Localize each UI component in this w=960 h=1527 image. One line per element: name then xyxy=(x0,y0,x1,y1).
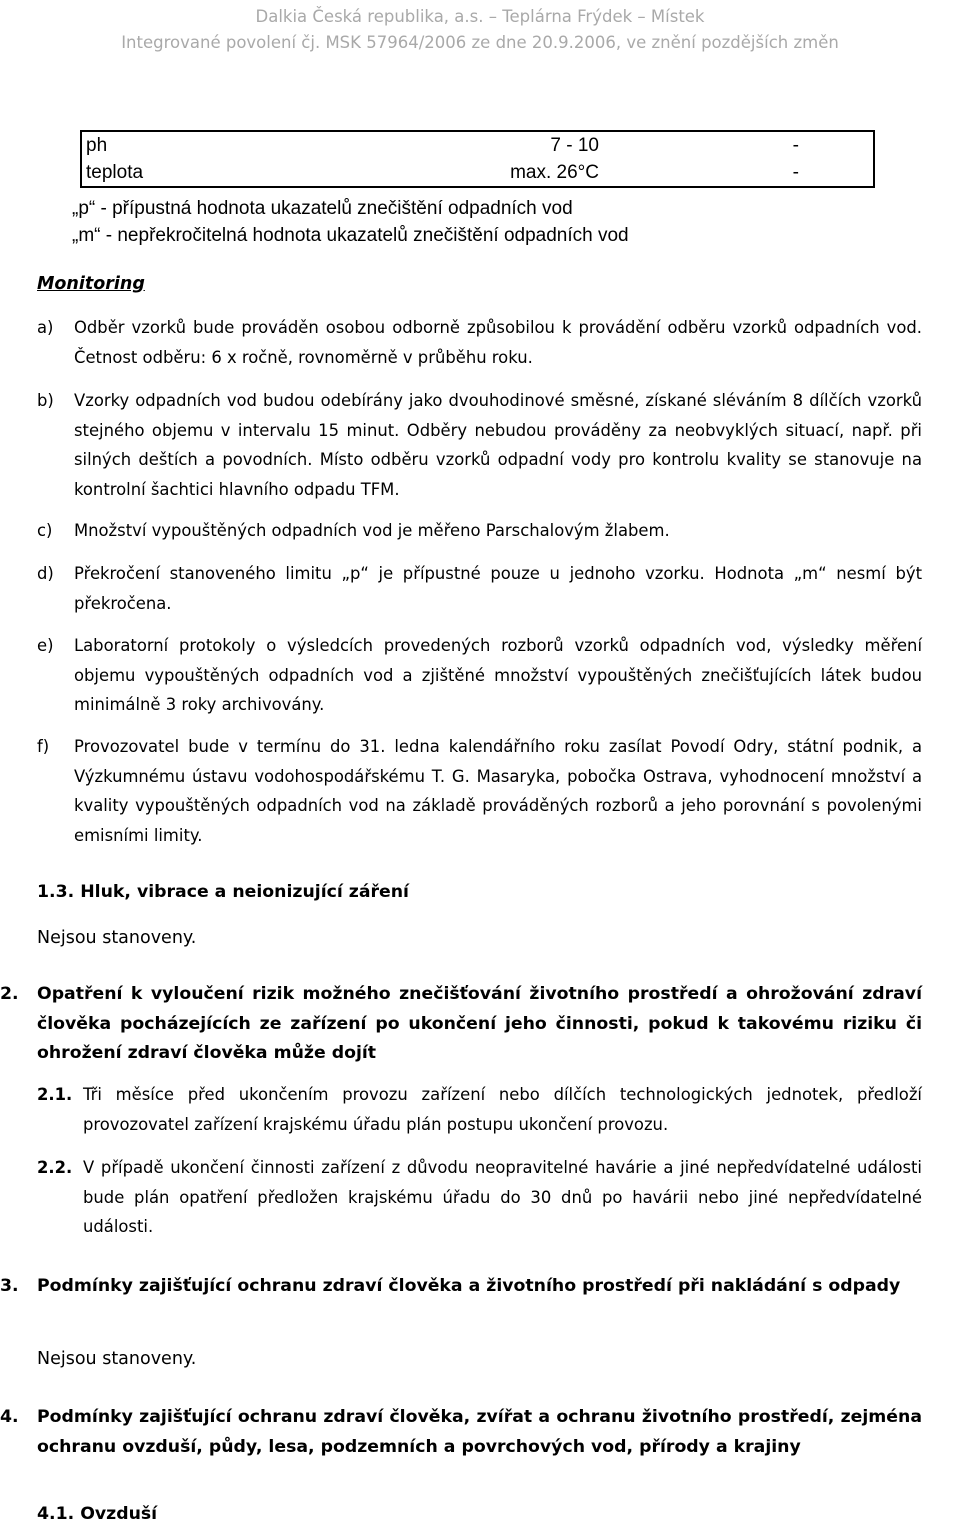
section-3-number: 3. xyxy=(0,1276,19,1296)
list-item-label: b) xyxy=(37,391,54,410)
value-cell: 7 - 10 xyxy=(550,135,599,156)
subsection-text: V případě ukončení činnosti zařízení z důvodu neopravitelné havárie a jiné nepředvídatelné události bude plán opatření předložen krajskému úřadu do 30 dnů po havárii nebo jiné nepředvídatelné události. xyxy=(83,1158,922,1236)
section-4-heading xyxy=(0,1403,922,1462)
value-cell: max. 26°C xyxy=(510,162,599,183)
section-2-heading xyxy=(0,980,922,1069)
list-item-label: e) xyxy=(37,636,54,655)
section-2-number: 2. xyxy=(0,984,19,1004)
header-line-1: Dalkia Česká republika, a.s. – Teplárna Frýdek – Místek xyxy=(255,7,705,26)
list-item xyxy=(37,313,922,372)
section-1-3-text: Nejsou stanoveny. xyxy=(37,928,197,948)
section-4-number: 4. xyxy=(0,1407,19,1427)
section-3-title: Podmínky zajišťující ochranu zdraví člověka a životního prostředí při nakládání s odpady xyxy=(37,1276,901,1296)
section-4-1-title: 4.1. Ovzduší xyxy=(37,1504,158,1524)
subsection-2-2 xyxy=(37,1153,922,1242)
subsection-number: 2.2. xyxy=(37,1158,73,1177)
list-item-label: c) xyxy=(37,521,53,540)
list-item-label: d) xyxy=(37,564,54,583)
section-3-text: Nejsou stanoveny. xyxy=(37,1349,197,1369)
section-1-3-title: 1.3. Hluk, vibrace a neionizující záření xyxy=(37,882,409,902)
extra-cell: - xyxy=(792,162,799,183)
list-item xyxy=(37,631,922,720)
list-item-text: Odběr vzorků bude prováděn osobou odborně způsobilou k provádění odběru vzorků odpadních vod. Četnost odběru: 6 x ročně, rovnoměrně v průběhu roku. xyxy=(74,318,922,367)
list-item-text: Provozovatel bude v termínu do 31. ledna kalendářního roku zasílat Povodí Odry, státní podnik, a Výzkumnému ústavu vodohospodářskému T. G. Masaryka, pobočka Ostrava, vyhodnocení množství a kvality vypouštěných odpadních vod na základě prováděných rozborů a jeho porovnání s povolenými emisními limity. xyxy=(74,737,922,845)
list-item xyxy=(37,516,922,546)
section-2-title: Opatření k vyloučení rizik možného znečišťování životního prostředí a ohrožování zdraví člověka pocházejících ze zařízení po ukončení jeho činnosti, pokud k takovému riziku či ohrožení zdraví člověka může dojít xyxy=(37,984,922,1063)
list-item-text: Laboratorní protokoly o výsledcích provedených rozborů vzorků odpadních vod, výsledky měření objemu vypouštěných odpadních vod a zjištěné množství vypouštěných znečišťujících látek budou minimálně 3 roky archivovány. xyxy=(74,636,922,714)
legend xyxy=(72,195,629,249)
subsection-number: 2.1. xyxy=(37,1085,73,1104)
param-cell: teplota xyxy=(86,162,144,183)
section-4-title: Podmínky zajišťující ochranu zdraví člověka, zvířat a ochranu životního prostředí, zejména ochranu ovzduší, půdy, lesa, podzemních a povrchových vod, přírody a krajiny xyxy=(37,1407,922,1457)
param-cell: ph xyxy=(86,135,108,156)
subsection-2-1 xyxy=(37,1080,922,1139)
section-3-heading xyxy=(0,1272,922,1302)
list-item xyxy=(37,559,922,618)
list-item-text: Množství vypouštěných odpadních vod je měřeno Parschalovým žlabem. xyxy=(74,521,670,540)
list-item-label: a) xyxy=(37,318,54,337)
monitoring-title: Monitoring xyxy=(37,274,145,294)
document-header xyxy=(0,4,960,56)
list-item-text: Překročení stanoveného limitu „p“ je přípustné pouze u jednoho vzorku. Hodnota „m“ nesmí být překročena. xyxy=(74,564,922,613)
legend-p: „p“ - přípustná hodnota ukazatelů znečištění odpadních vod xyxy=(72,198,573,219)
subsection-text: Tři měsíce před ukončením provozu zařízení nebo dílčích technologických jednotek, předloží provozovatel zařízení krajskému úřadu plán postupu ukončení provozu. xyxy=(83,1085,922,1134)
header-line-2: Integrované povolení čj. MSK 57964/2006 ze dne 20.9.2006, ve znění pozdějších změn xyxy=(121,33,839,52)
limits-table xyxy=(80,130,875,188)
list-item-label: f) xyxy=(37,737,50,756)
extra-cell: - xyxy=(792,135,799,156)
table-row xyxy=(81,131,874,159)
legend-m: „m“ - nepřekročitelná hodnota ukazatelů znečištění odpadních vod xyxy=(72,225,629,246)
list-item-text: Vzorky odpadních vod budou odebírány jako dvouhodinové směsné, získané sléváním 8 dílčích vzorků stejného objemu v intervalu 15 minut. Odběry nebudou prováděny za neobvyklých situací, např. při silných deštích a povodních. Místo odběru vzorků odpadní vody pro kontrolu kvality se stanovuje na kontrolní šachtici hlavního odpadu TFM. xyxy=(74,391,922,499)
table-row xyxy=(81,159,874,187)
list-item xyxy=(37,386,922,504)
list-item xyxy=(37,732,922,850)
